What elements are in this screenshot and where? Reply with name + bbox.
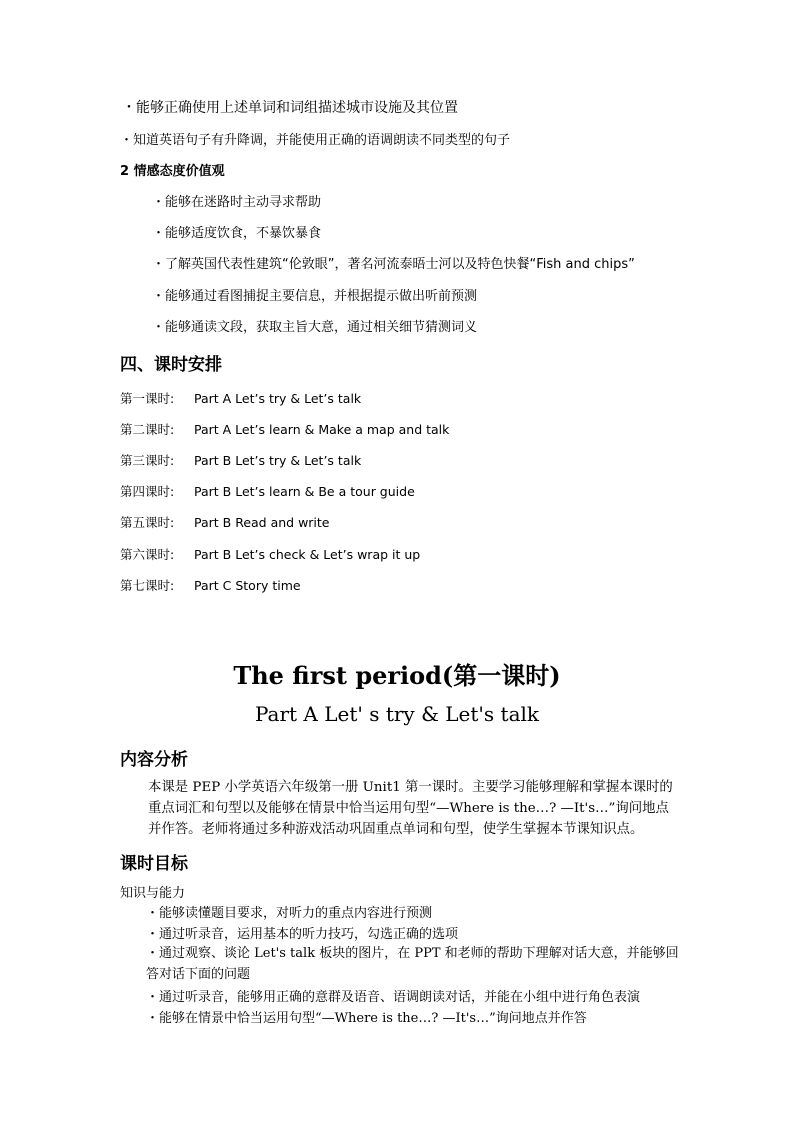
schedule-row-text: Part C Story time [194, 578, 301, 593]
emotion-item-2: ・能够适度饮食，不暴饮暴食 [152, 226, 322, 241]
schedule-row [120, 545, 420, 563]
emotion-heading: 2 情感态度价值观 [120, 164, 225, 179]
schedule-row-text: Part A Let’s try & Let’s talk [194, 391, 362, 406]
schedule-row-label: 第四课时: [120, 484, 175, 499]
schedule-row [120, 420, 449, 438]
schedule-row [120, 513, 330, 531]
objective-item-3: ・通过观察、谈论 Let's talk 板块的图片，在 PPT 和老师的帮助下理解对话大意，并能够回答对话下面的问题 [146, 946, 679, 982]
schedule-row [120, 576, 301, 594]
emotion-item-5: ・能够通读文段，获取主旨大意，通过相关细节猜测词义 [152, 320, 478, 335]
schedule-row [120, 482, 415, 500]
schedule-row-label: 第五课时: [120, 515, 175, 530]
schedule-row-text: Part B Read and write [194, 515, 330, 530]
schedule-heading: 四、课时安排 [120, 355, 222, 375]
schedule-row-label: 第三课时: [120, 453, 175, 468]
schedule-row-label: 第七课时: [120, 578, 175, 593]
schedule-row [120, 389, 361, 407]
objective-item-2: ・通过听录音，运用基本的听力技巧，勾选正确的选项 [146, 927, 459, 942]
schedule-row-text: Part A Let’s learn & Make a map and talk [194, 422, 450, 437]
schedule-row-label: 第六课时: [120, 547, 175, 562]
schedule-row-label: 第一课时: [120, 391, 175, 406]
objectives-subheading: 知识与能力 [120, 886, 186, 901]
content-analysis-heading: 内容分析 [120, 750, 188, 770]
schedule-row [120, 451, 361, 469]
objectives-heading: 课时目标 [120, 854, 188, 874]
period-subtitle: Part A Let' s try & Let's talk [254, 702, 540, 726]
top-bullet-2: ・知道英语句子有升降调，并能使用正确的语调朗读不同类型的句子 [120, 133, 511, 148]
schedule-row-label: 第二课时: [120, 422, 175, 437]
schedule-row-text: Part B Let’s learn & Be a tour guide [194, 484, 415, 499]
top-bullet-1: ・能够正确使用上述单词和词组描述城市设施及其位置 [122, 100, 458, 116]
content-analysis-text: 本课是 PEP 小学英语六年级第一册 Unit1 第一课时。主要学习能够理解和掌握本课时的重点词汇和句型以及能够在情景中恰当运用句型“—Where is the…? —It's…”询问地点并作答。老师将通过多种游戏活动巩固重点单词和句型，使学生掌握本节课知识点。 [148, 780, 673, 837]
emotion-item-4: ・能够通过看图捕捉主要信息，并根据提示做出听前预测 [152, 289, 478, 304]
objective-item-5: ・能够在情景中恰当运用句型“—Where is the…? —It's…”询问地点并作答 [146, 1011, 587, 1026]
schedule-row-text: Part B Let’s try & Let’s talk [194, 453, 362, 468]
period-title: The first period(第一课时) [233, 661, 561, 690]
emotion-item-3: ・了解英国代表性建筑“伦敦眼”，著名河流泰晤士河以及特色快餐“Fish and chips” [152, 257, 635, 272]
objective-item-4: ・通过听录音，能够用正确的意群及语音、语调朗读对话，并能在小组中进行角色表演 [146, 990, 641, 1005]
emotion-item-1: ・能够在迷路时主动寻求帮助 [152, 195, 322, 210]
schedule-row-text: Part B Let’s check & Let’s wrap it up [194, 547, 421, 562]
objective-item-1: ・能够读懂题目要求，对听力的重点内容进行预测 [146, 906, 433, 921]
